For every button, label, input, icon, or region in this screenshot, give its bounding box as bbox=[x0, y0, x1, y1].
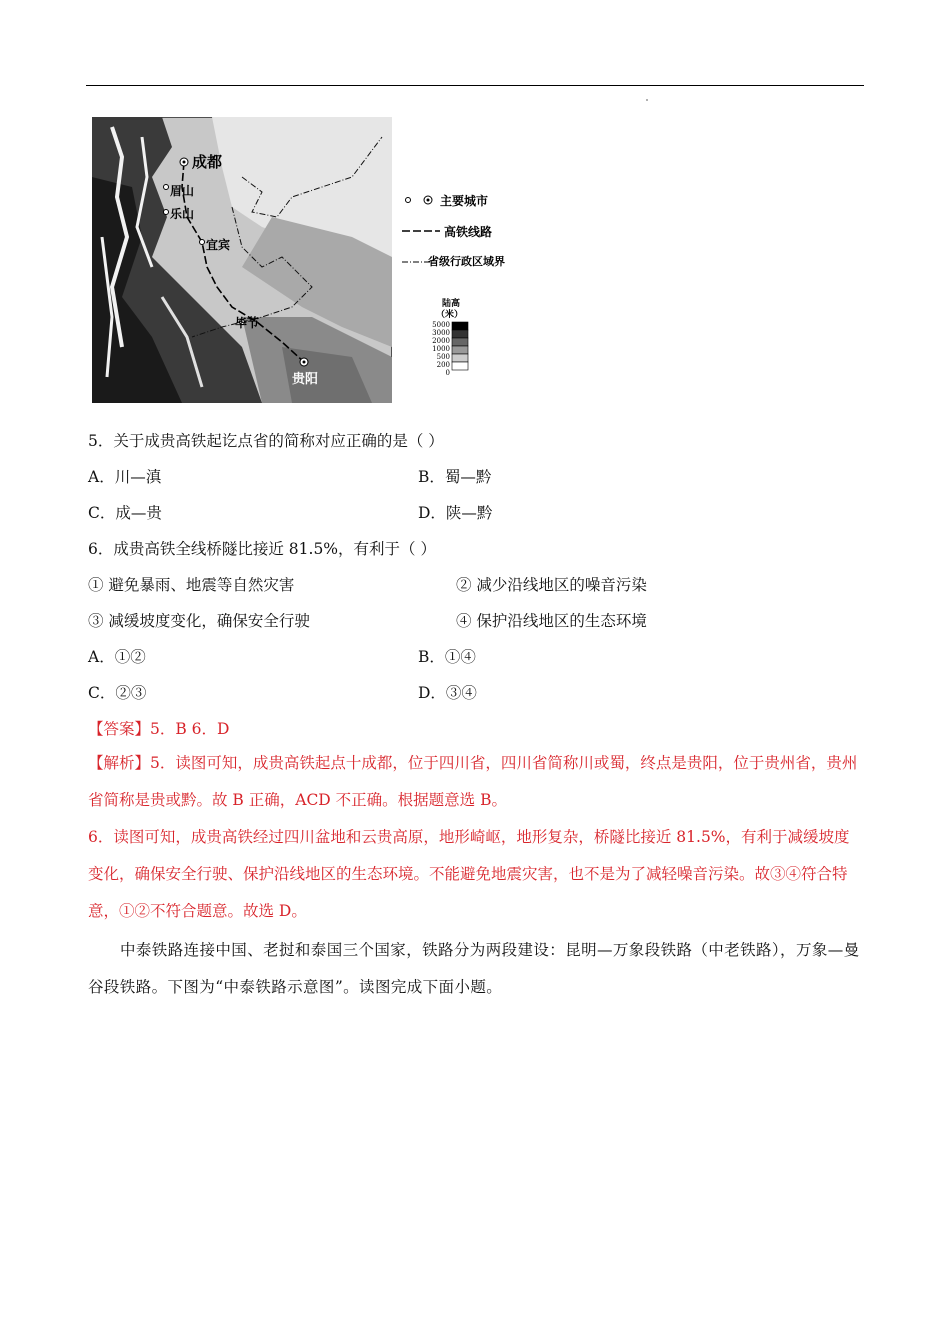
legend-level-5: 200 bbox=[436, 361, 450, 369]
header-rule bbox=[86, 85, 864, 86]
q5-option-b: B．蜀—黔 bbox=[418, 468, 492, 486]
q5-option-a: A．川—滇 bbox=[88, 468, 162, 486]
legend-level-1: 3000 bbox=[432, 329, 450, 337]
legend-main-city: 主要城市 bbox=[440, 194, 489, 208]
legend-level-3: 1000 bbox=[432, 345, 450, 353]
city-label-yibin: 宜宾 bbox=[206, 238, 231, 252]
q6-statement-2: ② 减少沿线地区的噪音污染 bbox=[456, 576, 647, 594]
intro-paragraph: 中泰铁路连接中国、老挝和泰国三个国家，铁路分为两段建设：昆明—万象段铁路（中老铁路），万象—曼谷段铁路。下图为“中泰铁路示意图”。读图完成下面小题。 bbox=[88, 941, 860, 996]
map-legend bbox=[398, 186, 558, 386]
q6-statement-1: ① 避免暴雨、地震等自然灾害 bbox=[88, 576, 295, 594]
q6-option-c: C．②③ bbox=[88, 684, 147, 702]
header-dot bbox=[646, 99, 648, 101]
legend-level-4: 500 bbox=[436, 353, 450, 361]
legend-level-6: 0 bbox=[445, 369, 450, 377]
analysis-5: 【解析】5．读图可知，成贵高铁起点十成都，位于四川省，四川省简称川或蜀，终点是贵阳，位于贵州省，贵州省简称是贵或黔。故 B 正确，ACD 不正确。根据题意选 B。 bbox=[88, 754, 858, 809]
legend-high-speed-rail: 高铁线路 bbox=[444, 225, 493, 239]
city-label-leshan: 乐山 bbox=[170, 207, 195, 221]
legend-level-2: 2000 bbox=[432, 337, 450, 345]
q6-statement-3: ③ 减缓坡度变化，确保安全行驶 bbox=[88, 612, 310, 630]
q6-option-d: D．③④ bbox=[418, 684, 477, 702]
q6-option-b: B．①④ bbox=[418, 648, 476, 666]
q6-statement-4: ④ 保护沿线地区的生态环境 bbox=[456, 612, 647, 630]
q5-stem: 5．关于成贵高铁起讫点省的简称对应正确的是（ ） bbox=[88, 432, 444, 450]
q6-stem: 6．成贵高铁全线桥隧比接近 81.5%，有利于（ ） bbox=[88, 540, 436, 558]
city-label-meishan: 眉山 bbox=[170, 184, 195, 198]
city-label-guiyang: 贵阳 bbox=[292, 372, 319, 387]
answer-line: 【答案】5．B 6．D bbox=[88, 720, 230, 738]
analysis-6: 6．读图可知，成贵高铁经过四川盆地和云贵高原，地形崎岖，地形复杂，桥隧比接近 81.5%，有利于减缓坡度变化，确保安全行驶、保护沿线地区的生态环境。不能避免地震灾害，也不是为了减轻噪音污染。故③④符合特意，①②不符合题意。故选 D。 bbox=[88, 828, 850, 920]
terrain-map bbox=[92, 117, 392, 403]
city-label-chengdu: 成都 bbox=[192, 153, 223, 171]
legend-elevation-title-2: （米） bbox=[436, 310, 464, 320]
legend-provincial-boundary: 省级行政区域界 bbox=[428, 255, 505, 268]
city-label-bijie: 毕节 bbox=[235, 316, 260, 330]
q5-option-d: D．陕—黔 bbox=[418, 504, 493, 522]
q5-option-c: C．成—贵 bbox=[88, 504, 162, 522]
legend-level-0: 5000 bbox=[432, 321, 450, 329]
legend-elevation-title-1: 陆高 bbox=[442, 299, 461, 309]
q6-option-a: A．①② bbox=[88, 648, 146, 666]
